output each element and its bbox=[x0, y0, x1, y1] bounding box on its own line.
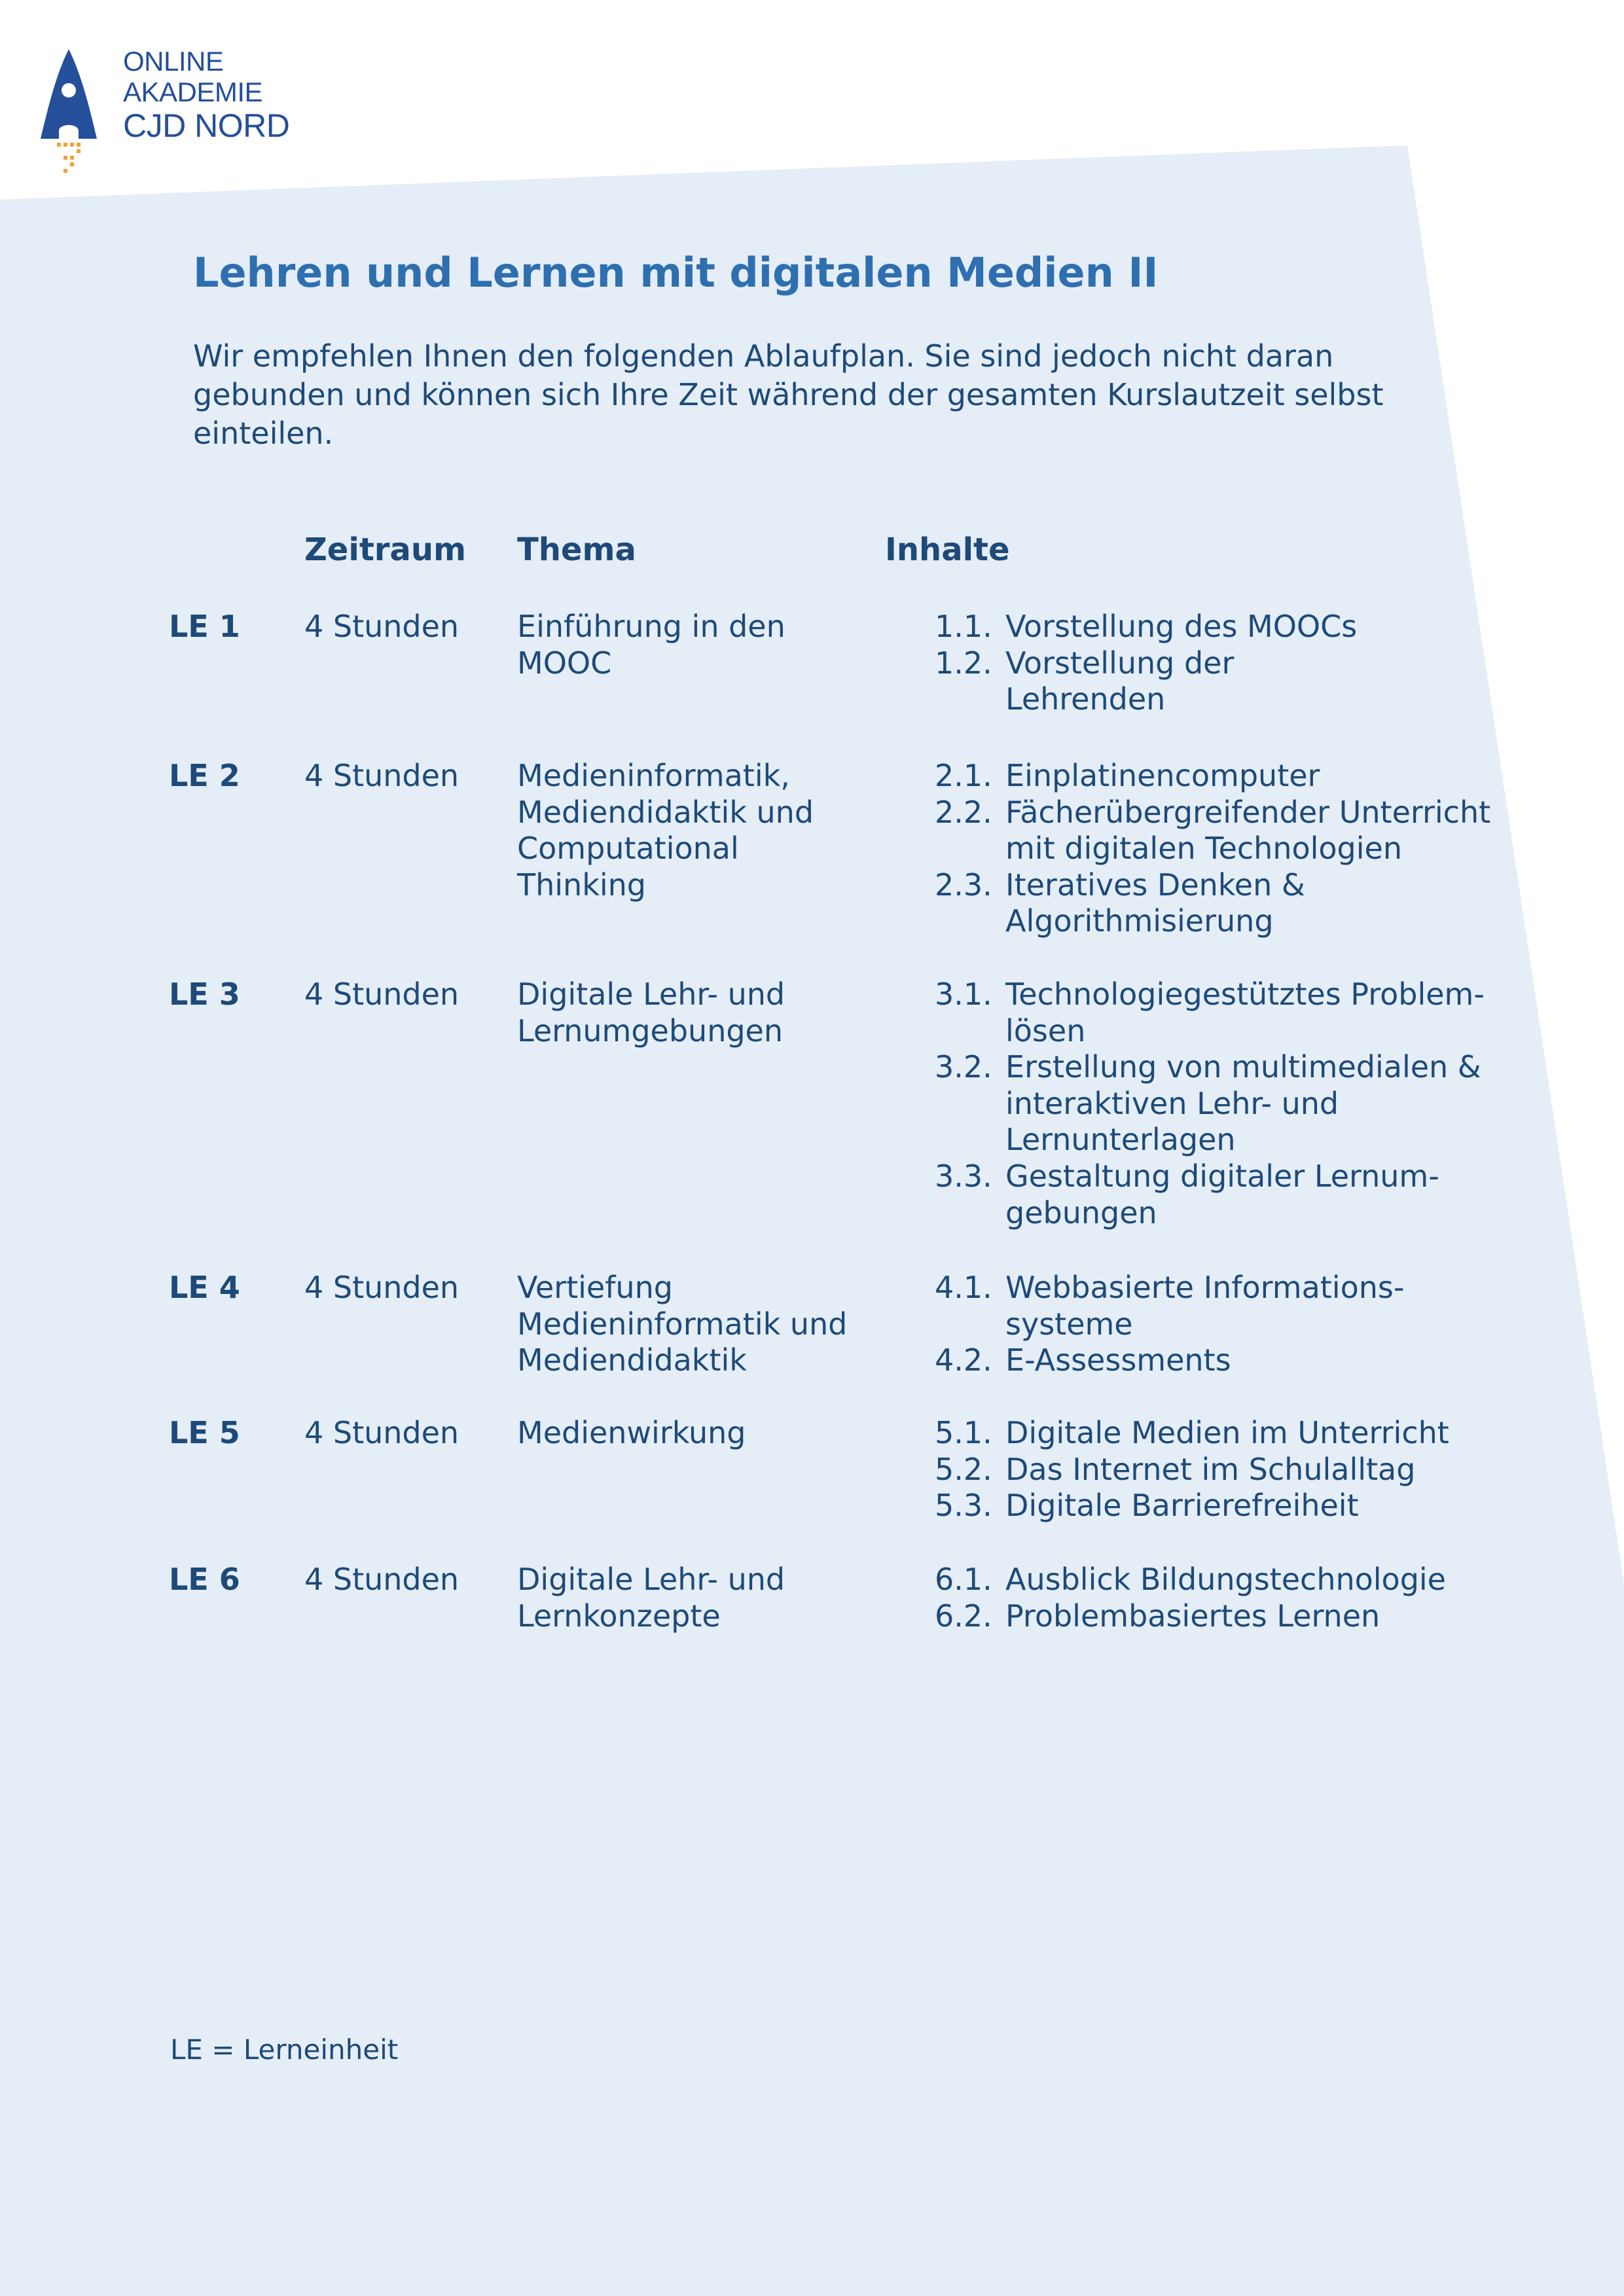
inhalt-line: Iteratives Denken & bbox=[1005, 867, 1305, 903]
intro-text: Wir empfehlen Ihnen den folgenden Ablaufplan. Sie sind jedoch nicht daran gebunden und können sich Ihre Zeit während der gesamten Kurslautzeit selbst einteilen. bbox=[193, 338, 1384, 451]
inhalt-number: 4.1. bbox=[935, 1270, 992, 1305]
inhalt-item bbox=[935, 1270, 1404, 1342]
logo bbox=[33, 46, 308, 177]
inhalt-number: 4.2. bbox=[935, 1342, 992, 1378]
inhalt-number: 1.1. bbox=[935, 609, 992, 644]
header-thema: Thema bbox=[517, 531, 636, 568]
inhalt-item bbox=[935, 1598, 1446, 1635]
inhalt-text bbox=[1005, 867, 1305, 940]
inhalt-line: Problembasiertes Lernen bbox=[1005, 1598, 1380, 1634]
inhalt-text bbox=[1005, 1452, 1415, 1488]
thema-line: Medieninformatik und bbox=[517, 1306, 848, 1342]
row-le: LE 2 bbox=[169, 758, 240, 793]
thema-line: Mediendidaktik bbox=[517, 1342, 747, 1378]
row-thema bbox=[517, 977, 785, 1049]
inhalt-number: 2.1. bbox=[935, 758, 992, 793]
row-thema bbox=[517, 1270, 847, 1379]
thema-line: Lernumgebungen bbox=[517, 1013, 784, 1049]
row-le: LE 4 bbox=[169, 1270, 240, 1305]
inhalt-item bbox=[935, 1049, 1485, 1158]
thema-line: Digitale Lehr- und bbox=[517, 977, 785, 1012]
row-inhalte bbox=[935, 1562, 1446, 1634]
inhalt-line: Digitale Barrierefreiheit bbox=[1005, 1488, 1359, 1524]
inhalt-line: gebungen bbox=[1005, 1194, 1157, 1230]
inhalt-line: interaktiven Lehr- und bbox=[1005, 1085, 1339, 1121]
inhalt-item bbox=[935, 758, 1490, 795]
row-le: LE 3 bbox=[169, 977, 240, 1012]
inhalt-item bbox=[935, 977, 1485, 1049]
inhalt-item bbox=[935, 795, 1490, 867]
inhalt-number: 3.2. bbox=[935, 1049, 992, 1085]
logo-line-1: ONLINE bbox=[123, 46, 224, 77]
inhalt-line: Webbasierte Informations- bbox=[1005, 1270, 1405, 1305]
inhalt-number: 3.3. bbox=[935, 1158, 992, 1194]
inhalt-text bbox=[1005, 795, 1490, 867]
thema-line: Mediendidaktik und bbox=[517, 794, 814, 830]
inhalt-line: Vorstellung des MOOCs bbox=[1005, 609, 1358, 644]
inhalt-text bbox=[1005, 1342, 1231, 1379]
row-thema bbox=[517, 1562, 785, 1634]
inhalt-text bbox=[1005, 1562, 1446, 1598]
inhalt-number: 2.2. bbox=[935, 794, 992, 830]
inhalt-line: systeme bbox=[1005, 1306, 1133, 1342]
logo-wordmark bbox=[123, 46, 289, 144]
inhalt-number: 1.2. bbox=[935, 645, 992, 681]
inhalt-line: Digitale Medien im Unterricht bbox=[1005, 1415, 1449, 1450]
inhalt-item bbox=[935, 1452, 1449, 1488]
thema-line: Einführung in den bbox=[517, 609, 785, 644]
inhalt-item bbox=[935, 1488, 1449, 1524]
inhalt-text bbox=[1005, 1158, 1439, 1231]
inhalt-line: Einplatinencomputer bbox=[1005, 758, 1320, 793]
row-thema bbox=[517, 609, 785, 681]
inhalt-text bbox=[1005, 758, 1320, 795]
inhalt-item bbox=[935, 1415, 1449, 1452]
inhalt-text bbox=[1005, 1598, 1380, 1635]
rocket-icon bbox=[33, 46, 105, 177]
row-zeitraum: 4 Stunden bbox=[304, 609, 460, 644]
inhalt-line: Lehrenden bbox=[1005, 681, 1166, 717]
inhalt-text bbox=[1005, 645, 1234, 718]
inhalt-text bbox=[1005, 1270, 1404, 1342]
thema-line: Vertiefung bbox=[517, 1270, 673, 1305]
inhalt-text bbox=[1005, 609, 1357, 645]
inhalt-number: 5.2. bbox=[935, 1451, 992, 1487]
inhalt-text bbox=[1005, 977, 1485, 1049]
row-inhalte bbox=[935, 609, 1357, 718]
inhalt-line: Lernunterlagen bbox=[1005, 1122, 1236, 1158]
row-zeitraum: 4 Stunden bbox=[304, 977, 460, 1012]
thema-line: Medienwirkung bbox=[517, 1415, 746, 1450]
inhalt-line: Gestaltung digitaler Lernum- bbox=[1005, 1158, 1439, 1194]
inhalt-line: lösen bbox=[1005, 1013, 1086, 1049]
inhalt-line: Vorstellung der bbox=[1005, 645, 1235, 681]
inhalt-item bbox=[935, 1562, 1446, 1598]
header-zeitraum: Zeitraum bbox=[304, 531, 467, 568]
inhalt-line: Technologiegestütztes Problem- bbox=[1005, 977, 1485, 1012]
row-le: LE 1 bbox=[169, 609, 240, 644]
row-zeitraum: 4 Stunden bbox=[304, 1270, 460, 1305]
row-le: LE 6 bbox=[169, 1562, 240, 1597]
inhalt-item bbox=[935, 1158, 1485, 1231]
header-inhalte: Inhalte bbox=[885, 531, 1010, 568]
thema-line: Computational bbox=[517, 831, 739, 867]
inhalt-line: E-Assessments bbox=[1005, 1342, 1231, 1378]
row-inhalte bbox=[935, 1270, 1404, 1379]
row-zeitraum: 4 Stunden bbox=[304, 758, 460, 793]
thema-line: MOOC bbox=[517, 645, 612, 681]
inhalt-line: Erstellung von multimedialen & bbox=[1005, 1049, 1481, 1085]
inhalt-number: 5.3. bbox=[935, 1488, 992, 1524]
row-inhalte bbox=[935, 977, 1485, 1231]
page-title: Lehren und Lernen mit digitalen Medien II bbox=[193, 249, 1159, 296]
row-zeitraum: 4 Stunden bbox=[304, 1415, 460, 1450]
logo-line-3: CJD NORD bbox=[123, 107, 290, 144]
inhalt-line: Algorithmisierung bbox=[1005, 903, 1274, 939]
inhalt-number: 6.1. bbox=[935, 1562, 992, 1597]
inhalt-text bbox=[1005, 1415, 1449, 1452]
footnote: LE = Lerneinheit bbox=[170, 2034, 399, 2066]
thema-line: Medieninformatik, bbox=[517, 758, 790, 793]
row-thema bbox=[517, 1415, 746, 1452]
row-zeitraum: 4 Stunden bbox=[304, 1562, 460, 1597]
thema-line: Thinking bbox=[517, 867, 646, 903]
row-thema bbox=[517, 758, 814, 903]
row-inhalte bbox=[935, 758, 1490, 940]
inhalt-line: Fächerübergreifender Unterricht bbox=[1005, 794, 1491, 830]
thema-line: Lernkonzepte bbox=[517, 1598, 721, 1634]
row-inhalte bbox=[935, 1415, 1449, 1524]
inhalt-line: Das Internet im Schulalltag bbox=[1005, 1451, 1416, 1487]
inhalt-number: 6.2. bbox=[935, 1598, 992, 1634]
thema-line: Digitale Lehr- und bbox=[517, 1562, 785, 1597]
inhalt-text bbox=[1005, 1488, 1359, 1524]
inhalt-item bbox=[935, 645, 1357, 718]
inhalt-number: 3.1. bbox=[935, 977, 992, 1012]
inhalt-line: Ausblick Bildungstechnologie bbox=[1005, 1562, 1446, 1597]
row-le: LE 5 bbox=[169, 1415, 240, 1450]
inhalt-item bbox=[935, 609, 1357, 645]
inhalt-item bbox=[935, 867, 1490, 940]
logo-line-2: AKADEMIE bbox=[123, 77, 263, 107]
inhalt-number: 5.1. bbox=[935, 1415, 992, 1450]
inhalt-item bbox=[935, 1342, 1404, 1379]
inhalt-number: 2.3. bbox=[935, 867, 992, 903]
inhalt-text bbox=[1005, 1049, 1481, 1158]
inhalt-line: mit digitalen Technologien bbox=[1005, 831, 1402, 867]
